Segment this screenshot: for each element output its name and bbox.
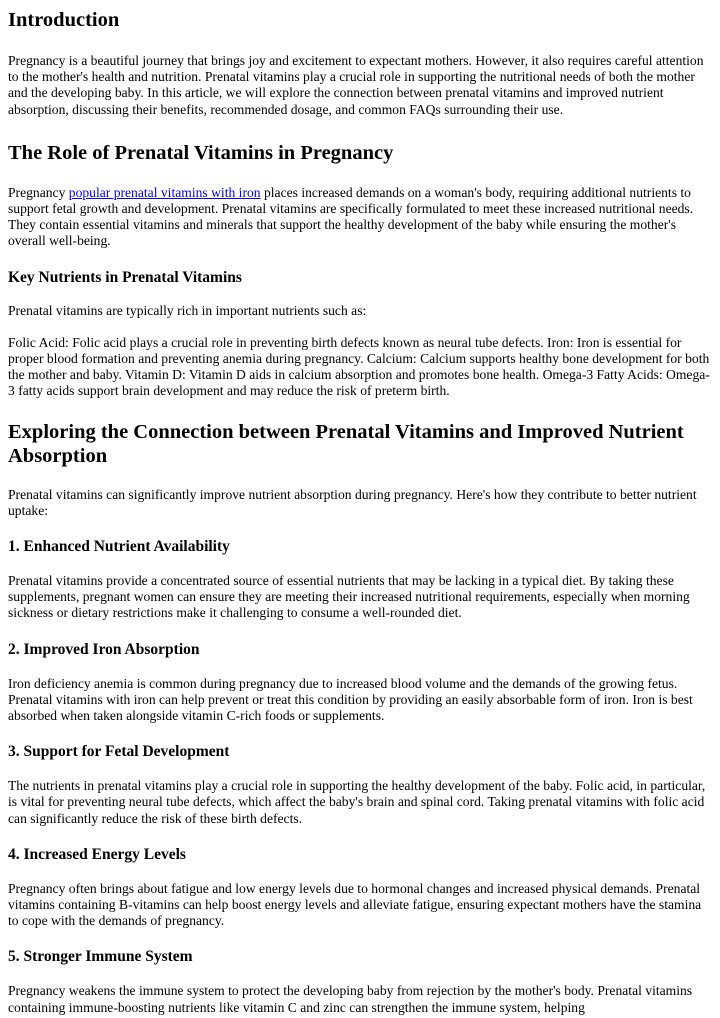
section-paragraph: Prenatal vitamins provide a concentrated source of essential nutrients that may be lacking in a typical diet. By taking these supplements, pregnant women can ensure they are meeting their increased nutritional requirements, especially when morning sickness or dietary restrictions make it challenging to consume a well-rounded diet. [8,573,690,621]
connection-intro: Prenatal vitamins can significantly improve nutrient absorption during pregnancy. Here's how they contribute to better nutrient uptake: [8,486,697,518]
role-paragraph [8,185,712,250]
intro-heading: Introduction [8,9,120,31]
section-heading: 1. Enhanced Nutrient Availability [8,538,230,556]
key-nutrients-heading: Key Nutrients in Prenatal Vitamins [8,268,242,286]
intro-paragraph: Pregnancy is a beautiful journey that brings joy and excitement to expectant mothers. However, it also requires careful attention to the mother's health and nutrition. Prenatal vitamins play a crucial role in supporting the nutritional needs of both the mother and the developing baby. In this article, we will explore the connection between prenatal vitamins and improved nutrient absorption, discussing their benefits, recommended dosage, and common FAQs surrounding their use. [8,53,704,117]
article [8,0,712,1016]
section-heading: 4. Increased Energy Levels [8,845,186,863]
role-text-before: Pregnancy [8,184,69,200]
section-paragraph: The nutrients in prenatal vitamins play a crucial role in supporting the healthy development of the baby. Folic acid, in particular, is vital for preventing neural tube defects, which affect the baby's brain and spinal cord. Taking prenatal vitamins with folic acid can significantly reduce the risk of these birth defects. [8,778,706,826]
section-heading: 3. Support for Fetal Development [8,743,230,761]
section-paragraph: Pregnancy often brings about fatigue and low energy levels due to hormonal changes and increased physical demands. Prenatal vitamins containing B-vitamins can help boost energy levels and alleviate fatigue, ensuring expectant mothers have the stamina to cope with the demands of pregnancy. [8,880,702,929]
section-paragraph: Iron deficiency anemia is common during pregnancy due to increased blood volume and the demands of the growing fetus. Prenatal vitamins with iron can help prevent or treat this condition by providing an easily absorbable form of iron. Iron is best absorbed when taken alongside vitamin C-rich foods or supplements. [8,675,693,724]
connection-heading: Exploring the Connection between Prenatal Vitamins and Improved Nutrient Absorption [8,420,684,467]
key-nutrients-list: Folic Acid: Folic acid plays a crucial role in preventing birth defects known as neural tube defects. Iron: Iron is essential for proper blood formation and preventing anemia during pregnancy. Calcium: Calcium supports healthy bone development for both the mother and baby. Vitamin D: Vitamin D aids in calcium absorption and promotes bone health. Omega-3 Fatty Acids: Omega-3 fatty acids support brain development and may reduce the risk of preterm birth. [8,334,710,399]
role-text-after: places increased demands on a woman's body, requiring additional nutrients to support fetal growth and development. Prenatal vitamins are specifically formulated to meet these increased nutritional needs. They contain essential vitamins and minerals that support the healthy development of the baby while ensuring the mother's overall well-being. [8,184,694,249]
role-heading: The Role of Prenatal Vitamins in Pregnancy [8,141,394,164]
section-paragraph: Pregnancy weakens the immune system to protect the developing baby from rejection by the mother's body. Prenatal vitamins containing immune-boosting nutrients like vitamin C and zinc can strengthen the immune system, helping [8,983,693,1015]
section-heading: 2. Improved Iron Absorption [8,640,200,658]
key-nutrients-intro: Prenatal vitamins are typically rich in important nutrients such as: [8,302,367,318]
prenatal-vitamins-link[interactable]: popular prenatal vitamins with iron [68,184,261,200]
section-heading: 5. Stronger Immune System [8,948,193,966]
